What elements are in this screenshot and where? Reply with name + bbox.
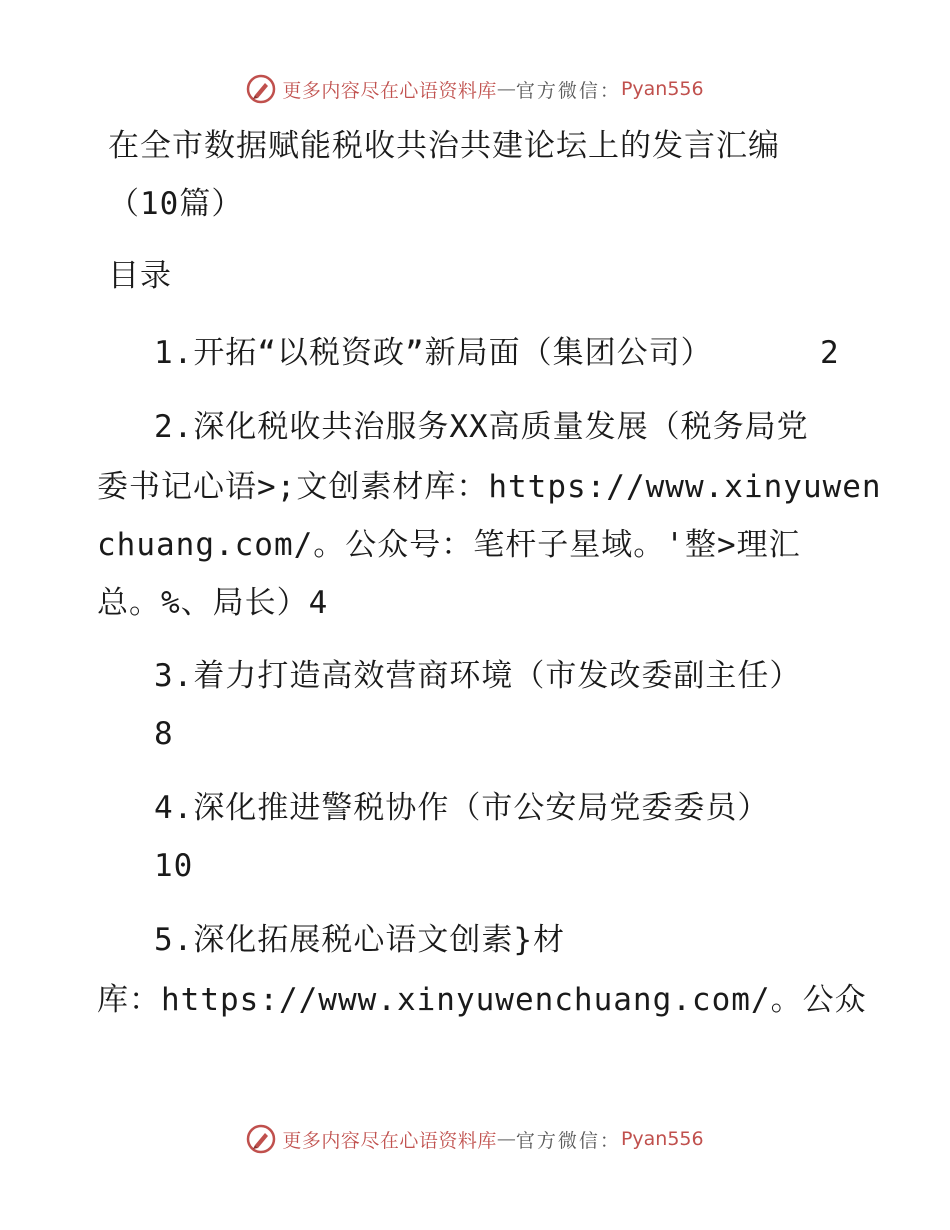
toc-entry-4-line-2: 10 — [154, 848, 194, 884]
toc-entry-3-line-1: 3.着力打造高效营商环境（市发改委副主任） — [154, 658, 802, 694]
pen-logo-icon — [246, 1124, 276, 1154]
banner-secondary-text: 官方微信： — [515, 1129, 621, 1152]
banner-dash: — — [496, 78, 516, 100]
toc-entry-1-page: 2 — [820, 335, 839, 371]
toc-entry-2-line-4: 总。%、局长）4 — [97, 585, 329, 621]
banner-account: Pyan556 — [620, 1128, 704, 1150]
banner-primary-text: 更多内容尽在心语资料库 — [282, 1129, 497, 1152]
toc-entry-1: 1.开拓“以税资政”新局面（集团公司） — [154, 335, 713, 371]
toc-heading: 目录 — [108, 258, 172, 294]
toc-entry-3-line-2: 8 — [154, 716, 174, 752]
toc-entry-2-line-2: 委书记心语>;文创素材库：https://www.xinyuwen — [97, 469, 882, 505]
toc-entry-4-line-1: 4.深化推进警税协作（市公安局党委委员） — [154, 790, 770, 826]
toc-entry-5-line-1: 5.深化拓展税心语文创素}材 — [154, 922, 565, 958]
document-title-count: （10篇） — [108, 186, 244, 222]
banner-secondary-text: 官方微信： — [515, 79, 621, 102]
document-title: 在全市数据赋能税收共治共建论坛上的发言汇编 — [108, 128, 780, 164]
footer-banner — [0, 1124, 950, 1154]
toc-entry-2-line-3: chuang.com/。公众号：笔杆子星域。'整>理汇 — [97, 527, 801, 563]
toc-entry-5-line-2: 库：https://www.xinyuwenchuang.com/。公众 — [97, 982, 867, 1018]
banner-account: Pyan556 — [620, 78, 704, 100]
banner-primary-text: 更多内容尽在心语资料库 — [282, 79, 497, 102]
banner-dash: — — [496, 1128, 516, 1150]
toc-entry-2-line-1: 2.深化税收共治服务XX高质量发展（税务局党 — [154, 409, 809, 445]
